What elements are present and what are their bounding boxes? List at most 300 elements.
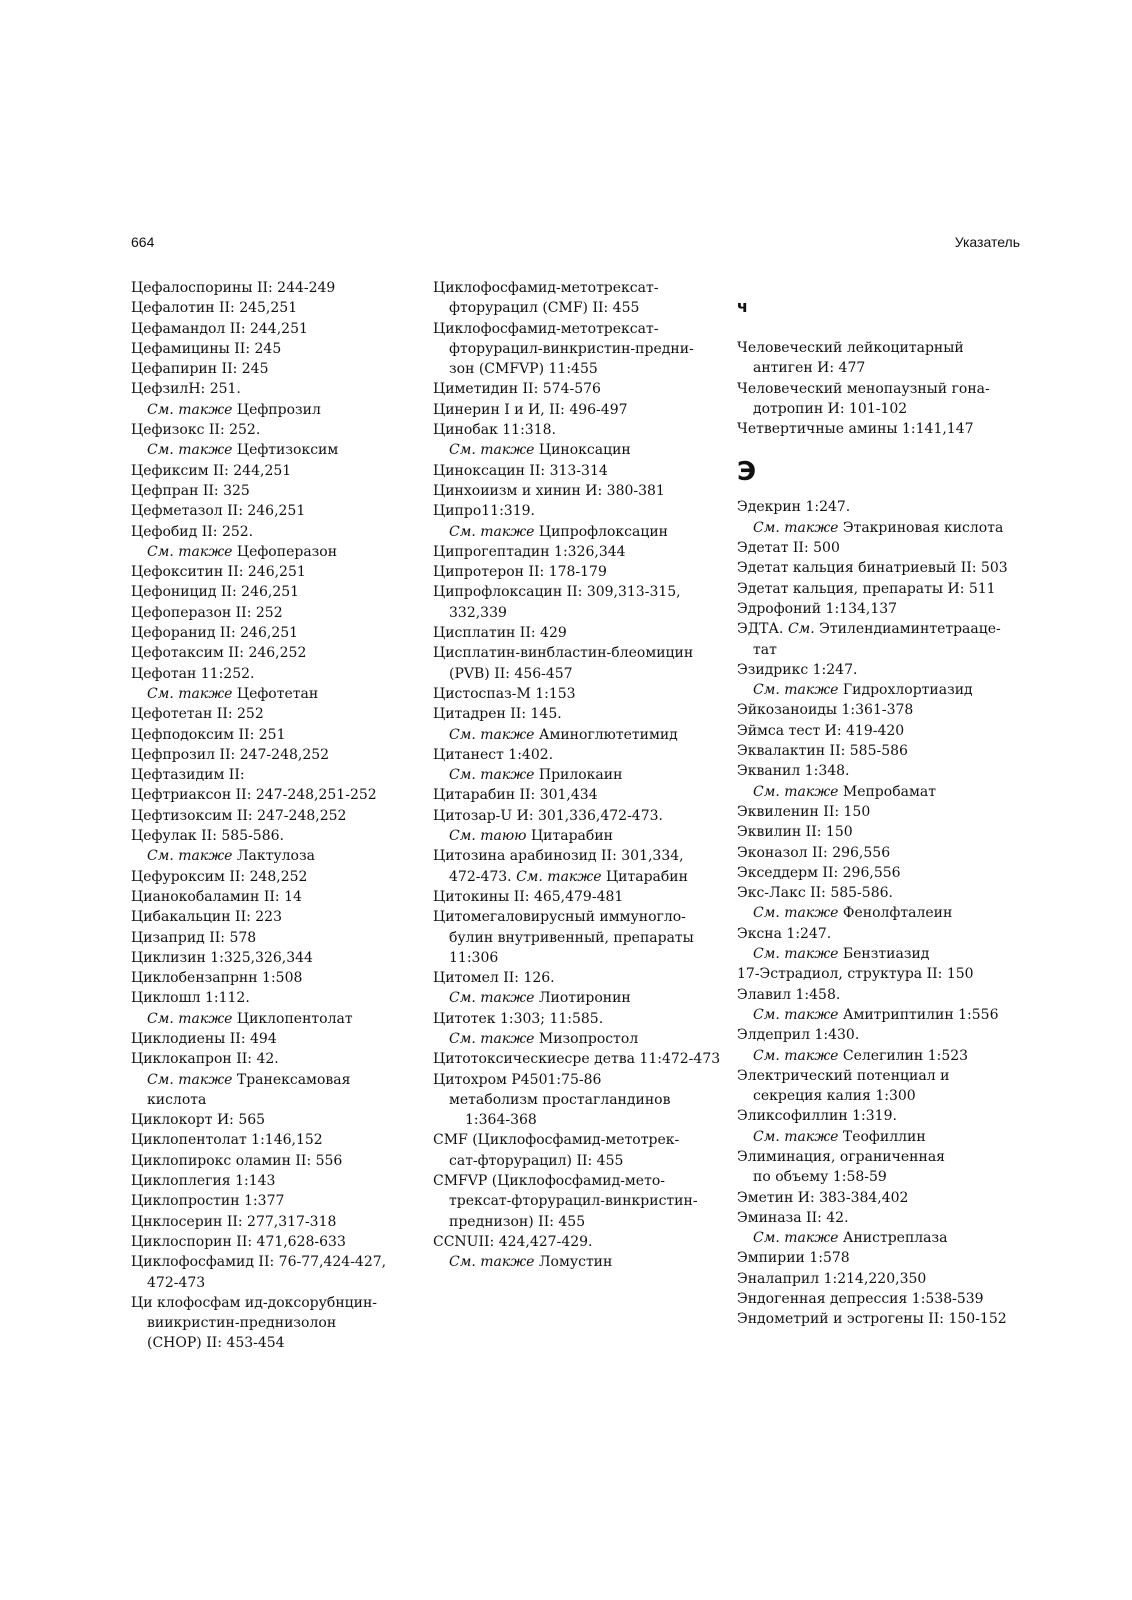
see-also-label: См. также	[753, 1230, 839, 1247]
index-entry	[433, 319, 723, 339]
index-entry	[433, 643, 723, 663]
entry-text: Эксна 1:247.	[737, 925, 832, 942]
index-entry	[131, 867, 411, 887]
index-entry	[737, 619, 1027, 639]
entry-text: Цефиксим II: 244,251	[131, 462, 292, 479]
see-also-label: См. также	[147, 442, 233, 459]
index-entry	[131, 359, 411, 379]
entry-text: Лиотиронин	[538, 990, 631, 1007]
index-entry	[433, 968, 723, 988]
index-entry	[433, 359, 723, 379]
entry-text: Ципро11:319.	[433, 503, 535, 520]
entry-text: ЭДТА.	[737, 621, 784, 638]
index-cross-reference	[737, 1228, 1027, 1248]
index-entry	[737, 1106, 1027, 1126]
index-entry	[131, 319, 411, 339]
index-entry	[433, 562, 723, 582]
entry-text: CMF (Циклофосфамид-метотрек-	[433, 1132, 680, 1149]
index-column-1	[131, 278, 411, 1354]
entry-text: по объему 1:58-59	[753, 1169, 887, 1186]
index-entry	[131, 501, 411, 521]
entry-text: Цианокобаламин II: 14	[131, 888, 302, 905]
index-entry	[433, 1090, 723, 1110]
entry-text: Эквалактин II: 585-586	[737, 743, 908, 760]
index-entry	[433, 1151, 723, 1171]
index-entry	[131, 522, 411, 542]
index-entry	[433, 704, 723, 724]
index-entry	[433, 785, 723, 805]
index-entry	[131, 1191, 411, 1211]
index-cross-reference	[433, 1252, 723, 1272]
index-entry	[131, 603, 411, 623]
entry-text: метаболизм простагландинов	[449, 1091, 671, 1108]
index-entry	[433, 501, 723, 521]
entry-text: 332,339	[449, 604, 507, 621]
index-entry	[737, 1188, 1027, 1208]
entry-text: Цефподоксим II: 251	[131, 726, 286, 743]
index-entry	[737, 863, 1027, 883]
entry-text: Цефтриаксон II: 247-248,251-252	[131, 787, 377, 804]
entry-text: Циклофосфамид II: 76-77,424-427,	[131, 1254, 387, 1271]
see-also-label: См. также	[449, 1030, 535, 1047]
entry-text: 17-Эстрадиол, структура II: 150	[737, 966, 974, 983]
see-also-label: См. также	[147, 685, 233, 702]
index-cross-reference	[433, 522, 723, 542]
index-entry	[737, 843, 1027, 863]
entry-text: Цитокины II: 465,479-481	[433, 888, 624, 905]
see-also-label: См. также	[147, 543, 233, 560]
entry-text: фторурацил (CMF) II: 455	[449, 300, 640, 317]
entry-text: Цефамандол II: 244,251	[131, 320, 308, 337]
index-entry	[131, 1313, 411, 1333]
index-entry	[131, 785, 411, 805]
see-also-label: См. также	[449, 767, 535, 784]
index-entry	[131, 298, 411, 318]
entry-text: Цефалоспорины II: 244-249	[131, 280, 336, 296]
entry-text: Цинхоиизм и хинин И: 380-381	[433, 482, 665, 499]
entry-text: Цефалотин II: 245,251	[131, 300, 298, 317]
index-entry	[433, 1110, 723, 1130]
see-also-label: См. также	[147, 1010, 233, 1027]
see-also-label: См. также	[449, 1254, 535, 1271]
entry-text: сат-фторурацил) II: 455	[449, 1152, 624, 1169]
index-cross-reference	[433, 725, 723, 745]
index-cross-reference	[433, 1029, 723, 1049]
entry-text: Лактулоза	[236, 848, 315, 865]
entry-text: Циклизин 1:325,326,344	[131, 949, 313, 966]
entry-text: тат	[753, 641, 777, 658]
index-entry	[433, 806, 723, 826]
entry-text: 11:306	[449, 949, 499, 966]
entry-text: Цитозина арабинозид II: 301,334,	[433, 848, 684, 865]
entry-text: антиген И: 477	[753, 360, 866, 377]
entry-text: 472-473.	[449, 868, 512, 885]
index-entry	[433, 542, 723, 562]
entry-text: виикристин-преднизолон	[147, 1315, 337, 1332]
entry-text: Цинобак 11:318.	[433, 422, 556, 439]
entry-text: Эйкозаноиды 1:361-378	[737, 702, 914, 719]
index-cross-reference	[131, 400, 411, 420]
index-entry	[737, 558, 1027, 578]
entry-text: Экс-Лакс II: 585-586.	[737, 885, 893, 902]
index-entry	[433, 339, 723, 359]
entry-text: CCNUII: 424,427-429.	[433, 1233, 593, 1250]
see-also-label: См. также	[449, 442, 535, 459]
index-entry	[737, 802, 1027, 822]
index-entry	[433, 278, 723, 298]
entry-text: Эналаприл 1:214,220,350	[737, 1270, 927, 1287]
entry-text: Человеческий лейкоцитарный	[737, 340, 964, 356]
entry-text: Цефметазол II: 246,251	[131, 503, 306, 520]
entry-text: Цнклосерин II: 277,317-318	[131, 1213, 337, 1230]
see-also-label: См. также	[147, 401, 233, 418]
index-column-3	[737, 290, 1027, 1330]
index-entry	[737, 985, 1027, 1005]
entry-text: Цитарабин	[605, 868, 688, 885]
index-cross-reference	[433, 440, 723, 460]
index-entry	[433, 481, 723, 501]
index-entry	[737, 1289, 1027, 1309]
entry-text: Эдрофоний 1:134,137	[737, 600, 898, 617]
see-also-label: См. также	[753, 783, 839, 800]
index-entry	[131, 765, 411, 785]
index-entry	[737, 1167, 1027, 1187]
entry-text: Эквилин II: 150	[737, 824, 853, 841]
entry-text: Цитадрен II: 145.	[433, 706, 562, 723]
see-also-label: См. также	[147, 848, 233, 865]
see-also-label: См. таюю	[449, 828, 527, 845]
index-entry	[433, 846, 723, 866]
index-cross-reference	[131, 1009, 411, 1029]
entry-text: Циметидин II: 574-576	[433, 381, 601, 398]
entry-text: фторурацил-винкристин-предни-	[449, 340, 694, 357]
page-number: 664	[131, 234, 155, 250]
index-entry	[131, 1151, 411, 1171]
entry-text: Циклокорт И: 565	[131, 1112, 266, 1129]
see-also-label: См. также	[753, 905, 839, 922]
entry-text: Циклоспорин II: 471,628-633	[131, 1233, 346, 1250]
see-also-label: См. также	[753, 1128, 839, 1145]
entry-text: Цефамицины II: 245	[131, 340, 282, 357]
see-also-label: См.	[787, 621, 815, 638]
entry-text: Цефоницид II: 246,251	[131, 584, 300, 601]
index-entry	[433, 1049, 723, 1069]
entry-text: Циклопентолат	[236, 1010, 353, 1027]
entry-text: Цефобид II: 252.	[131, 523, 254, 540]
index-cross-reference	[737, 1005, 1027, 1025]
index-entry	[737, 1248, 1027, 1268]
entry-text: Циклодиены II: 494	[131, 1030, 277, 1047]
index-entry	[433, 1009, 723, 1029]
index-entry	[737, 419, 1027, 439]
index-entry	[737, 338, 1027, 358]
index-entry	[131, 1293, 411, 1313]
index-entry	[433, 400, 723, 420]
entry-text: Элдеприл 1:430.	[737, 1027, 860, 1044]
index-entry	[433, 461, 723, 481]
entry-text: ЦефзилН: 251.	[131, 381, 241, 398]
entry-text: Цитозар-U И: 301,336,472-473.	[433, 807, 663, 824]
index-entry	[737, 741, 1027, 761]
entry-text: Цефотетан II: 252	[131, 706, 264, 723]
index-cross-reference	[433, 988, 723, 1008]
entry-text: зон (CMFVP) 11:455	[449, 361, 598, 378]
entry-text: Цитарабин	[530, 828, 613, 845]
index-cross-reference	[131, 542, 411, 562]
entry-text: Ципрогептадин 1:326,344	[433, 543, 626, 560]
entry-text: Цисплатин II: 429	[433, 625, 567, 642]
see-also-label: См. также	[449, 990, 535, 1007]
index-entry	[433, 379, 723, 399]
index-entry	[131, 1232, 411, 1252]
entry-text: Эметин И: 383-384,402	[737, 1189, 909, 1206]
index-entry	[131, 1110, 411, 1130]
index-entry	[131, 725, 411, 745]
index-entry	[131, 1049, 411, 1069]
entry-text: Эдетат кальция бинатриевый II: 503	[737, 560, 1008, 577]
index-entry	[131, 562, 411, 582]
entry-text: Циклопростин 1:377	[131, 1193, 285, 1210]
index-entry	[737, 1066, 1027, 1086]
index-entry	[131, 1212, 411, 1232]
index-entry	[737, 1309, 1027, 1329]
entry-text: дотропин И: 101-102	[753, 400, 908, 417]
index-cross-reference	[131, 440, 411, 460]
index-entry	[737, 1269, 1027, 1289]
index-entry	[131, 1273, 411, 1293]
entry-text: Эдетат II: 500	[737, 540, 840, 557]
entry-text: Цитотоксическиесре детва 11:472-473	[433, 1051, 721, 1068]
entry-text: Цизаприд II: 578	[131, 929, 257, 946]
index-entry	[433, 1232, 723, 1252]
entry-text: Циноксацин II: 313-314	[433, 462, 608, 479]
entry-text: Цефтазидим II:	[131, 767, 245, 784]
index-cross-reference	[737, 782, 1027, 802]
entry-text: Цитанест 1:402.	[433, 746, 554, 763]
entry-text: Цефоперазон II: 252	[131, 604, 283, 621]
index-entry	[131, 907, 411, 927]
entry-text: Цефоранид II: 246,251	[131, 625, 299, 642]
entry-text: Ци клофосфам ид-доксорубнцин-	[131, 1294, 378, 1311]
index-entry	[131, 745, 411, 765]
index-entry	[737, 379, 1027, 399]
index-cross-reference	[737, 944, 1027, 964]
index-entry	[131, 928, 411, 948]
section-letter: ч	[737, 297, 748, 316]
entry-text: Селегилин 1:523	[842, 1047, 969, 1064]
index-entry	[737, 822, 1027, 842]
entry-text: Цитотек 1:303; 11:585.	[433, 1010, 604, 1027]
index-entry	[433, 1070, 723, 1090]
see-also-label: См. также	[147, 1071, 233, 1088]
entry-text: Аминоглютетимид	[538, 726, 678, 743]
index-cross-reference	[131, 1070, 411, 1090]
entry-text: Цибакальцин II: 223	[131, 909, 282, 926]
index-entry	[433, 298, 723, 318]
index-entry	[737, 538, 1027, 558]
entry-text: Цитомел II: 126.	[433, 970, 555, 987]
entry-text: Элиминация, ограниченная	[737, 1148, 946, 1165]
entry-text: Четвертичные амины 1:141,147	[737, 421, 974, 438]
index-column-2	[433, 278, 723, 1273]
index-entry	[131, 1130, 411, 1150]
index-entry	[131, 806, 411, 826]
entry-text: Цефоперазон	[236, 543, 338, 560]
entry-text: Циклокапрон II: 42.	[131, 1051, 279, 1068]
entry-text: Элавил 1:458.	[737, 986, 841, 1003]
index-entry	[131, 1171, 411, 1191]
entry-text: 472-473	[147, 1274, 206, 1291]
entry-text: Цинерин I и И, II: 496-497	[433, 401, 628, 418]
entry-text: Цефотан 11:252.	[131, 665, 255, 682]
index-entry	[131, 1029, 411, 1049]
entry-text: Цефтизоксим	[236, 442, 339, 459]
entry-text: Цефпран II: 325	[131, 482, 250, 499]
see-also-label: См. также	[753, 1006, 839, 1023]
entry-text: Транексамовая	[236, 1071, 351, 1088]
entry-text: (CHOP) II: 453-454	[147, 1335, 285, 1352]
entry-text: Цефизокс II: 252.	[131, 422, 261, 439]
entry-text: преднизон) II: 455	[449, 1213, 586, 1230]
entry-text: Циклоплегия 1:143	[131, 1173, 276, 1190]
entry-text: Цефулак II: 585-586.	[131, 828, 284, 845]
entry-text: Ципрофлоксацин II: 309,313-315,	[433, 584, 681, 601]
index-entry	[433, 420, 723, 440]
entry-text: булин внутривенный, препараты	[449, 929, 694, 946]
entry-text: трексат-фторурацил-винкристин-	[449, 1193, 698, 1210]
index-entry	[131, 704, 411, 724]
index-entry	[433, 623, 723, 643]
index-entry	[737, 1147, 1027, 1167]
index-entry	[131, 582, 411, 602]
index-entry	[433, 745, 723, 765]
index-entry	[131, 988, 411, 1008]
entry-text: (PVB) II: 456-457	[449, 665, 573, 682]
index-entry	[737, 497, 1027, 517]
index-entry	[131, 887, 411, 907]
entry-text: Экседдерм II: 296,556	[737, 864, 901, 881]
index-entry	[737, 1086, 1027, 1106]
index-entry	[131, 623, 411, 643]
index-entry	[433, 948, 723, 968]
entry-text: Эмпирии 1:578	[737, 1250, 850, 1267]
entry-text: Фенолфталеин	[842, 905, 953, 922]
entry-text: Эдетат кальция, препараты И: 511	[737, 580, 996, 597]
entry-text: Мизопростол	[538, 1030, 639, 1047]
entry-text: Эконазол II: 296,556	[737, 844, 891, 861]
entry-text: Цистоспаз-М 1:153	[433, 685, 576, 702]
entry-text: Цитомегаловирусный иммуногло-	[433, 909, 686, 926]
index-cross-reference	[131, 684, 411, 704]
index-entry	[737, 883, 1027, 903]
entry-text: Гидрохлортиазид	[842, 682, 973, 699]
index-entry	[433, 928, 723, 948]
entry-text: Эзидрикс 1:247.	[737, 661, 858, 678]
index-cross-reference	[737, 1127, 1027, 1147]
entry-text: Эндометрий и эстрогены II: 150-152	[737, 1311, 1007, 1328]
index-entry	[737, 721, 1027, 741]
index-entry	[737, 924, 1027, 944]
index-entry	[737, 660, 1027, 680]
see-also-label: См. также	[449, 523, 535, 540]
index-cross-reference	[737, 1046, 1027, 1066]
entry-text: Экванил 1:348.	[737, 763, 850, 780]
entry-text: Ципротерон II: 178-179	[433, 564, 607, 581]
entry-text: Цефпрозил	[236, 401, 321, 418]
entry-text: кислота	[147, 1091, 207, 1108]
index-entry	[131, 339, 411, 359]
entry-text: Эймса тест И: 419-420	[737, 722, 905, 739]
entry-text: Цефпрозил II: 247-248,252	[131, 746, 330, 763]
index-entry	[131, 461, 411, 481]
entry-text: Анистреплаза	[842, 1230, 948, 1247]
index-entry	[131, 481, 411, 501]
index-entry	[433, 907, 723, 927]
entry-text: Бензтиазид	[842, 946, 930, 963]
entry-text: Циклопентолат 1:146,152	[131, 1132, 323, 1149]
entry-text: Эминаза II: 42.	[737, 1209, 849, 1226]
entry-text: 1:364-368	[465, 1112, 537, 1129]
see-also-label: См. также	[516, 868, 602, 885]
index-entry	[737, 1208, 1027, 1228]
entry-text: Цефтизоксим II: 247-248,252	[131, 807, 347, 824]
entry-text: Ципрофлоксацин	[538, 523, 669, 540]
entry-text: Прилокаин	[538, 767, 623, 784]
index-entry	[433, 887, 723, 907]
entry-text: Циклошл 1:112.	[131, 990, 250, 1007]
entry-text: Цефуроксим II: 248,252	[131, 868, 308, 885]
index-entry	[433, 1191, 723, 1211]
index-entry	[737, 399, 1027, 419]
index-entry	[433, 664, 723, 684]
index-entry	[131, 1252, 411, 1272]
entry-text: Мепробамат	[842, 783, 936, 800]
index-entry	[737, 761, 1027, 781]
index-entry	[131, 1333, 411, 1353]
index-entry	[131, 278, 411, 298]
index-cross-reference	[433, 765, 723, 785]
entry-text: Теофиллин	[842, 1128, 926, 1145]
index-entry	[433, 603, 723, 623]
entry-text: Цисплатин-винбластин-блеомицин	[433, 645, 694, 662]
see-also-label: См. также	[753, 1047, 839, 1064]
index-entry	[131, 643, 411, 663]
entry-text: Эликсофиллин 1:319.	[737, 1108, 897, 1125]
entry-text: Ломустин	[538, 1254, 613, 1271]
entry-text: Человеческий менопаузный гона-	[737, 380, 990, 397]
see-also-label: См. также	[753, 946, 839, 963]
entry-text: Циклопирокс оламин II: 556	[131, 1152, 343, 1169]
index-entry	[131, 379, 411, 399]
entry-text: Электрический потенциал и	[737, 1067, 950, 1084]
index-entry	[131, 826, 411, 846]
entry-text: Цитарабин II: 301,434	[433, 787, 598, 804]
index-entry	[433, 582, 723, 602]
entry-text: Циклобензапрнн 1:508	[131, 970, 303, 987]
entry-text: Этакриновая кислота	[842, 519, 1004, 536]
entry-text: секреция калия 1:300	[753, 1088, 916, 1105]
see-also-label: См. также	[753, 519, 839, 536]
index-cross-reference	[131, 846, 411, 866]
entry-text: Цитохром Р4501:75-86	[433, 1071, 602, 1088]
section-letter: Э	[737, 457, 757, 488]
entry-text: Циноксацин	[538, 442, 631, 459]
entry-text: CMFVP (Циклофосфамид-мето-	[433, 1173, 665, 1190]
index-entry	[737, 700, 1027, 720]
entry-text: Эдекрин 1:247.	[737, 499, 851, 516]
index-entry	[433, 684, 723, 704]
index-entry	[737, 964, 1027, 984]
